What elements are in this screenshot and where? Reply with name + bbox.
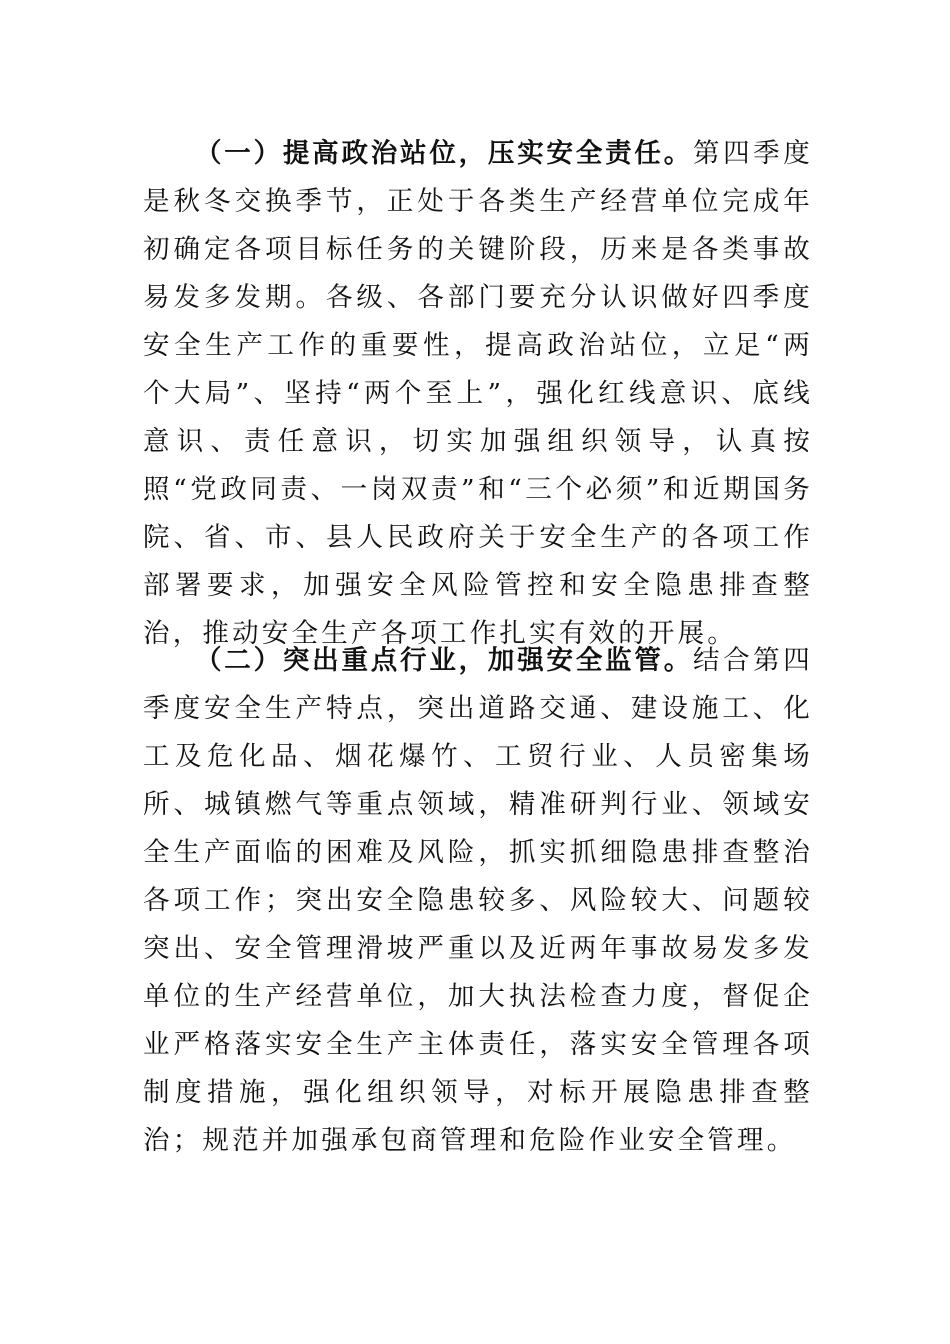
section-1-heading: （一）提高政治站位，压实安全责任。	[195, 138, 693, 169]
section-2-heading: （二）突出重点行业，加强安全监管。	[195, 645, 693, 676]
section-1-body: 第四季度是秋冬交换季节，正处于各类生产经营单位完成年初确定各项目标任务的关键阶段，历来是各类事故易发多发期。各级、各部门要充分认识做好四季度安全生产工作的重要性，提高政治站位，立足“两个大局”、坚持“两个至上”，强化红线意识、底线意识、责任意识，切实加强组织领导，认真按照“党政同责、一岗双责”和“三个必须”和近期国务院、省、市、县人民政府关于安全生产的各项工作部署要求，加强安全风险管控和安全隐患排查整治，推动安全生产各项工作扎实有效的开展。	[143, 138, 813, 649]
section-1-paragraph	[143, 130, 813, 658]
section-2-body: 结合第四季度安全生产特点，突出道路交通、建设施工、化工及危化品、烟花爆竹、工贸行业、人员密集场所、城镇燃气等重点领域，精准研判行业、领域安全生产面临的困难及风险，抓实抓细隐患排查整治各项工作；突出安全隐患较多、风险较大、问题较突出、安全管理滑坡严重以及近两年事故易发多发单位的生产经营单位，加大执法检查力度，督促企业严格落实安全生产主体责任，落实安全管理各项制度措施，强化组织领导，对标开展隐患排查整治；规范并加强承包商管理和危险作业安全管理。	[143, 645, 813, 1156]
section-2-paragraph	[143, 637, 813, 1165]
